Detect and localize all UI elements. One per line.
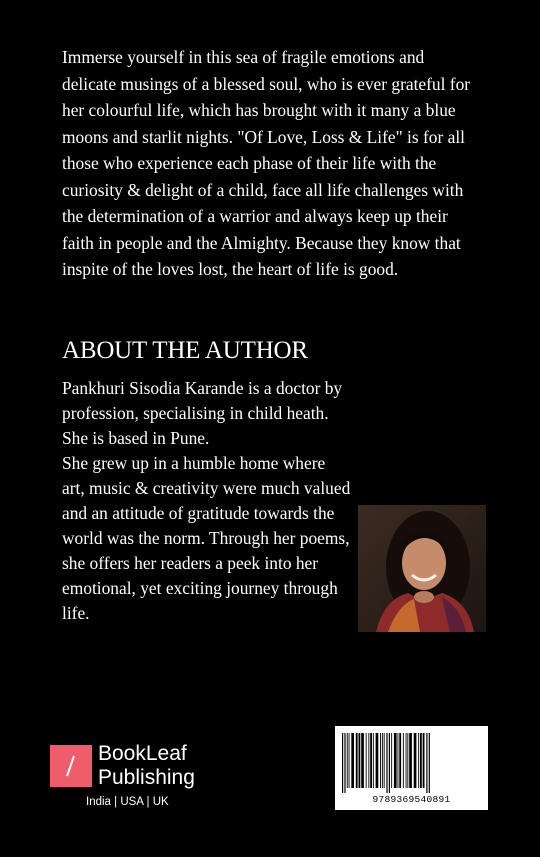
barcode-bar (373, 733, 374, 788)
barcode-bar (399, 733, 401, 788)
barcode-bar (356, 733, 358, 788)
barcode-bar (391, 733, 392, 788)
barcode-bar (418, 733, 419, 788)
barcode-bar (384, 733, 385, 788)
publisher-name-line1: BookLeaf (98, 742, 187, 765)
barcode-bar (361, 733, 364, 788)
back-cover-blurb: Immerse yourself in this sea of fragile emotions and delicate musings of a blessed soul, who is ever grateful for her colourful life, which has brought with it many a blue moons and starlit nights. "Of Love, Loss & Life" is for all those who experience each phase of their life with the curiosity & delight of a child, face all life challenges with the determination of a warrior and always keep up their faith in people and the Almighty. Because they know that inspite of the loves lost, the heart of life is good. (62, 47, 471, 279)
author-bio-paragraph: Pankhuri Sisodia Karande is a doctor by profession, specialising in child heath. She is based in Pune. (62, 378, 343, 448)
barcode-bar (403, 733, 404, 788)
barcode-bar (368, 733, 369, 788)
barcode-bar (426, 733, 427, 793)
barcode-bar (366, 733, 367, 788)
barcode-bar (406, 733, 407, 788)
publisher-name-line2: Publishing (98, 766, 195, 789)
author-bio (62, 376, 352, 626)
barcode-bar (370, 733, 372, 788)
barcode-bar (380, 733, 381, 788)
barcode-bar (342, 733, 343, 793)
isbn-number: 9789369540891 (372, 794, 451, 805)
barcode-bar (349, 733, 350, 788)
barcode-bar (394, 733, 397, 788)
barcode-bar (389, 733, 390, 793)
barcode-bar (347, 733, 348, 788)
publisher-regions: India | USA | UK (86, 796, 169, 808)
barcode-bar (398, 733, 399, 788)
publisher-name (98, 742, 195, 790)
author-photo (358, 505, 486, 632)
about-author-heading: ABOUT THE AUTHOR (62, 337, 308, 364)
barcode-bar (386, 733, 387, 793)
isbn-barcode (335, 726, 488, 810)
barcode-bar (351, 733, 354, 788)
barcode-bar (423, 733, 425, 788)
barcode-bar (382, 733, 383, 788)
barcode-bar (414, 733, 417, 788)
slash-mark-icon (50, 745, 92, 787)
barcode-bars (335, 726, 488, 794)
barcode-bar (429, 733, 430, 793)
barcode-bar (420, 733, 422, 788)
barcode-bar (407, 733, 408, 788)
author-bio-paragraph: She grew up in a humble home where art, music & creativity were much valued and an attitude of gratitude towards the world was the norm. Through her poems, she offers her readers a peek into her emotional, yet exciting journey through life. (62, 453, 351, 623)
barcode-bar (376, 733, 379, 788)
barcode-bar (409, 733, 412, 788)
publisher-logo-block (50, 742, 220, 815)
barcode-bar (359, 733, 361, 788)
barcode-bar (344, 733, 345, 793)
